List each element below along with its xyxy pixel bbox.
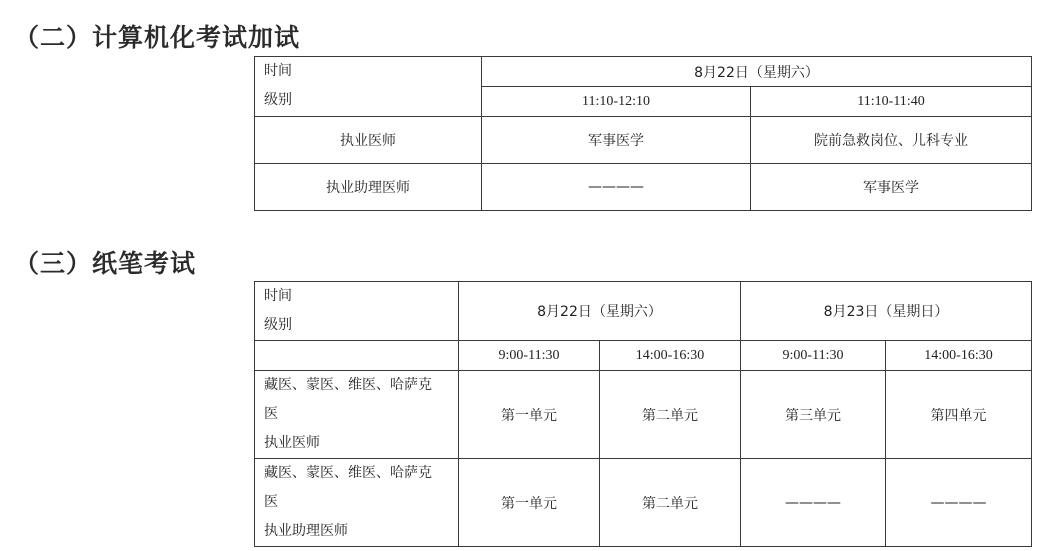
exam-cell: 院前急救岗位、儿科专业 — [751, 117, 1032, 164]
level-cell: 执业医师 — [255, 117, 482, 164]
exam-cell: 第一单元 — [459, 371, 600, 459]
level-label: 级别 — [264, 92, 292, 108]
exam-cell: ———— — [886, 459, 1032, 547]
date-header: 8月23日（星期日） — [741, 282, 1032, 341]
table-row — [255, 371, 1032, 459]
exam-cell: 第四单元 — [886, 371, 1032, 459]
level-line: 医 — [264, 406, 278, 422]
date-header: 8月22日（星期六） — [459, 282, 741, 341]
level-cell: 执业助理医师 — [255, 164, 482, 211]
time-label: 时间 — [264, 288, 292, 304]
exam-cell: 第一单元 — [459, 459, 600, 547]
level-line: 藏医、蒙医、维医、哈萨克 — [264, 465, 432, 481]
level-line: 医 — [264, 494, 278, 510]
table-row — [255, 117, 1032, 164]
time-slot-header: 9:00-11:30 — [459, 341, 600, 371]
table-row — [255, 459, 1032, 547]
time-label: 时间 — [264, 63, 292, 79]
table-corner-cell — [255, 282, 459, 341]
exam-cell: 第二单元 — [600, 459, 741, 547]
level-line: 藏医、蒙医、维医、哈萨克 — [264, 377, 432, 393]
date-header: 8月22日（星期六） — [482, 57, 1032, 87]
section-heading-paper-exam: （三）纸笔考试 — [14, 249, 197, 278]
level-line: 执业医师 — [264, 435, 320, 451]
exam-cell: 军事医学 — [482, 117, 751, 164]
computer-exam-schedule-table — [254, 56, 1032, 211]
table-corner-cell — [255, 57, 482, 117]
level-cell — [255, 371, 459, 459]
exam-cell: 第二单元 — [600, 371, 741, 459]
time-slot-header: 11:10-12:10 — [482, 87, 751, 117]
time-slot-header: 9:00-11:30 — [741, 341, 886, 371]
exam-cell: ———— — [482, 164, 751, 211]
level-cell — [255, 459, 459, 547]
time-slot-header: 11:10-11:40 — [751, 87, 1032, 117]
level-label: 级别 — [264, 317, 292, 333]
section-heading-computer-exam: （二）计算机化考试加试 — [14, 23, 301, 52]
exam-cell: ———— — [741, 459, 886, 547]
time-slot-header: 14:00-16:30 — [886, 341, 1032, 371]
level-line: 执业助理医师 — [264, 523, 348, 539]
table-row — [255, 164, 1032, 211]
exam-cell: 军事医学 — [751, 164, 1032, 211]
paper-exam-schedule-table — [254, 281, 1032, 547]
time-slot-header: 14:00-16:30 — [600, 341, 741, 371]
empty-header-cell — [255, 341, 459, 371]
exam-cell: 第三单元 — [741, 371, 886, 459]
